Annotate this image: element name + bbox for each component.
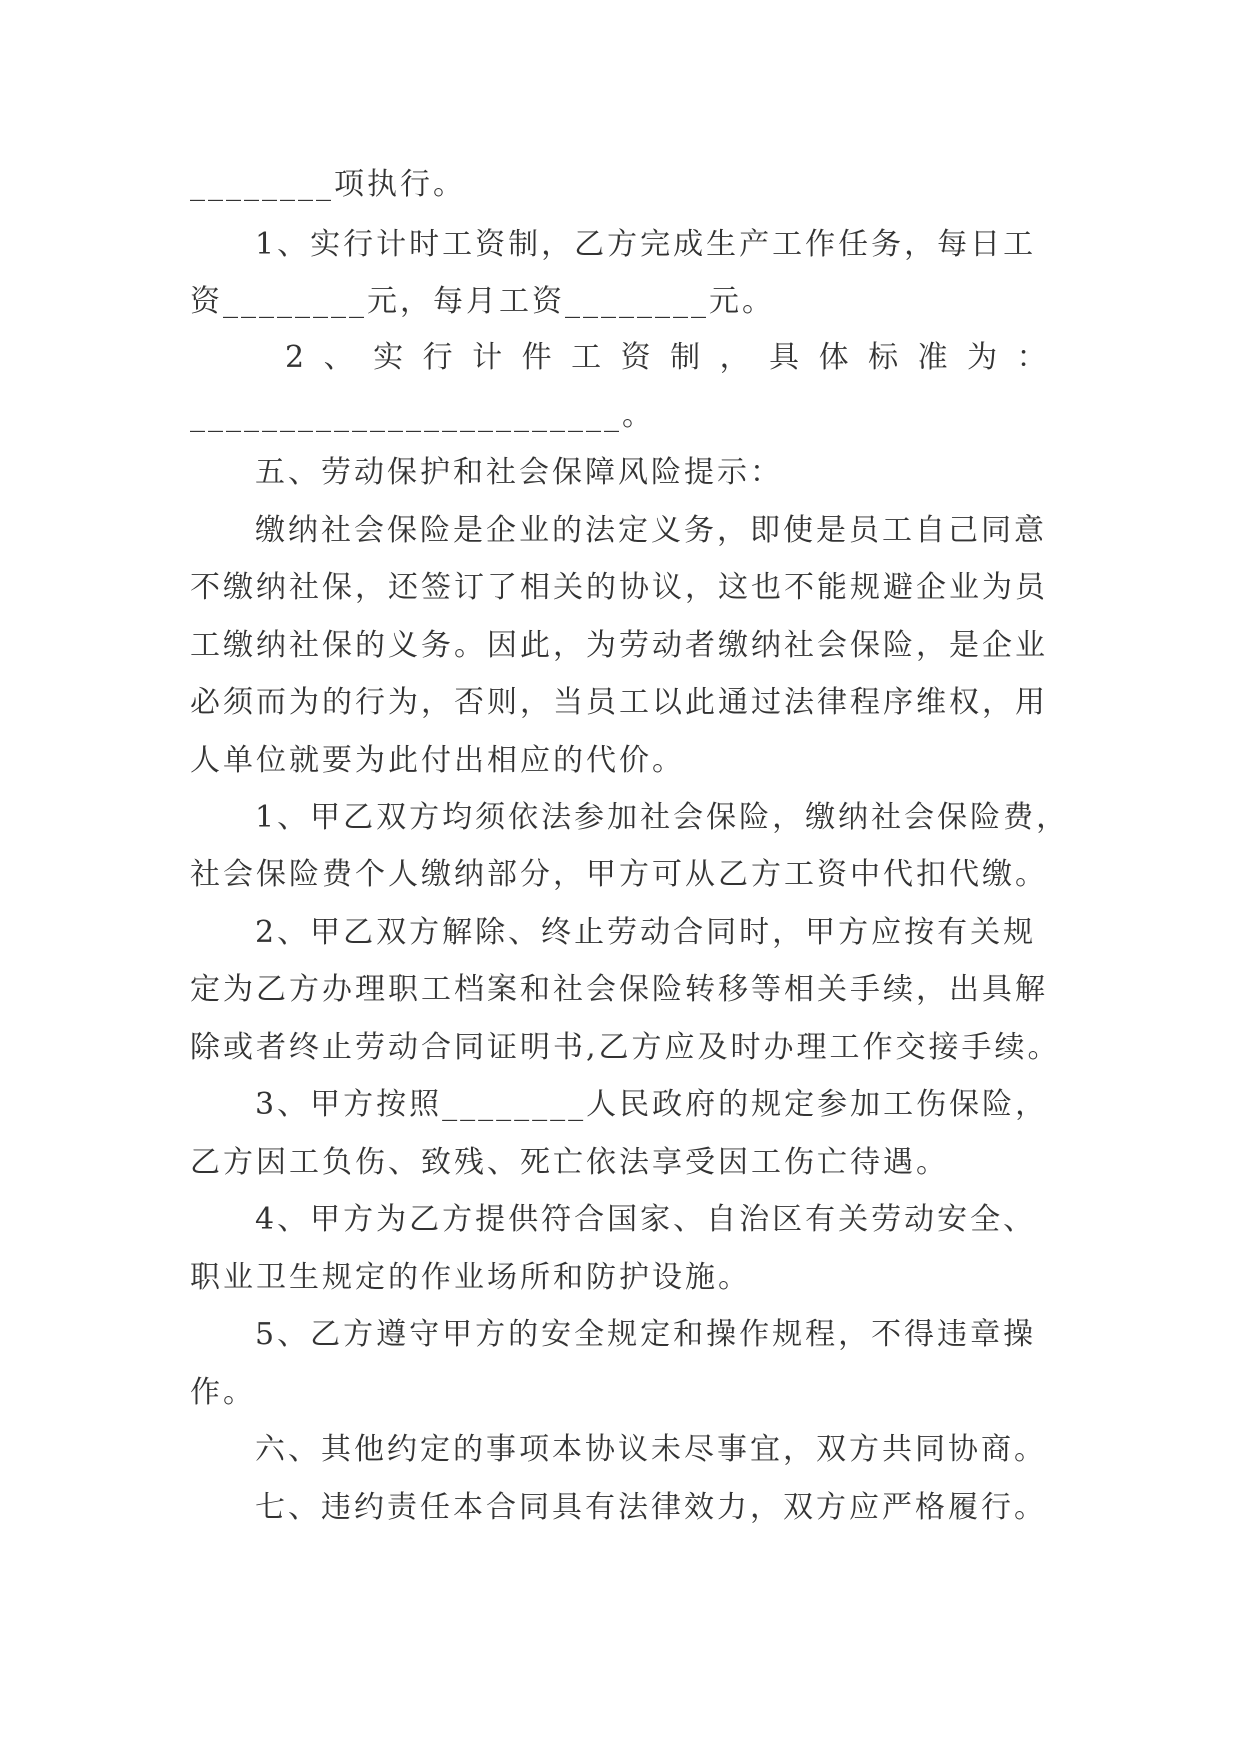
text-line-15: 定为乙方办理职工档案和社会保险转移等相关手续，出具解 xyxy=(190,972,1048,1007)
text-line-3: 资________元，每月工资________元。 xyxy=(190,284,775,319)
text-line-20: 职业卫生规定的作业场所和防护设施。 xyxy=(190,1260,751,1295)
text-line-14: 2、甲乙双方解除、终止劳动合同时，甲方应按有关规 xyxy=(255,915,1037,950)
text-line-1: ________项执行。 xyxy=(190,167,466,202)
text-line-4: 2、实行计件工资制，具体标准为： xyxy=(285,340,1067,375)
text-line-16: 除或者终止劳动合同证明书,乙方应及时办理工作交接手续。 xyxy=(190,1030,1061,1065)
text-line-18: 乙方因工负伤、致残、死亡依法享受因工伤亡待遇。 xyxy=(190,1145,949,1180)
text-line-5: ________________________。 xyxy=(190,398,655,433)
text-line-22: 作。 xyxy=(190,1375,256,1410)
text-line-2: 1、实行计时工资制，乙方完成生产工作任务，每日工 xyxy=(255,227,1037,262)
section-heading-5: 五、劳动保护和社会保障风险提示： xyxy=(255,455,783,490)
text-line-8: 不缴纳社保，还签订了相关的协议，这也不能规避企业为员 xyxy=(190,570,1048,605)
text-line-10: 必须而为的行为，否则，当员工以此通过法律程序维权，用 xyxy=(190,685,1048,720)
text-line-12: 1、甲乙双方均须依法参加社会保险，缴纳社会保险费， xyxy=(255,800,1070,835)
text-line-19: 4、甲方为乙方提供符合国家、自治区有关劳动安全、 xyxy=(255,1202,1037,1237)
section-heading-6: 六、其他约定的事项本协议未尽事宜，双方共同协商。 xyxy=(255,1432,1047,1467)
text-line-13: 社会保险费个人缴纳部分，甲方可从乙方工资中代扣代缴。 xyxy=(190,857,1048,892)
text-line-21: 5、乙方遵守甲方的安全规定和操作规程，不得违章操 xyxy=(255,1317,1037,1352)
text-line-11: 人单位就要为此付出相应的代价。 xyxy=(190,743,685,778)
section-heading-7: 七、违约责任本合同具有法律效力，双方应严格履行。 xyxy=(255,1490,1047,1525)
text-line-7: 缴纳社会保险是企业的法定义务，即使是员工自己同意 xyxy=(255,513,1047,548)
text-line-9: 工缴纳社保的义务。因此，为劳动者缴纳社会保险，是企业 xyxy=(190,628,1048,663)
text-line-17: 3、甲方按照________人民政府的规定参加工伤保险， xyxy=(255,1087,1049,1122)
